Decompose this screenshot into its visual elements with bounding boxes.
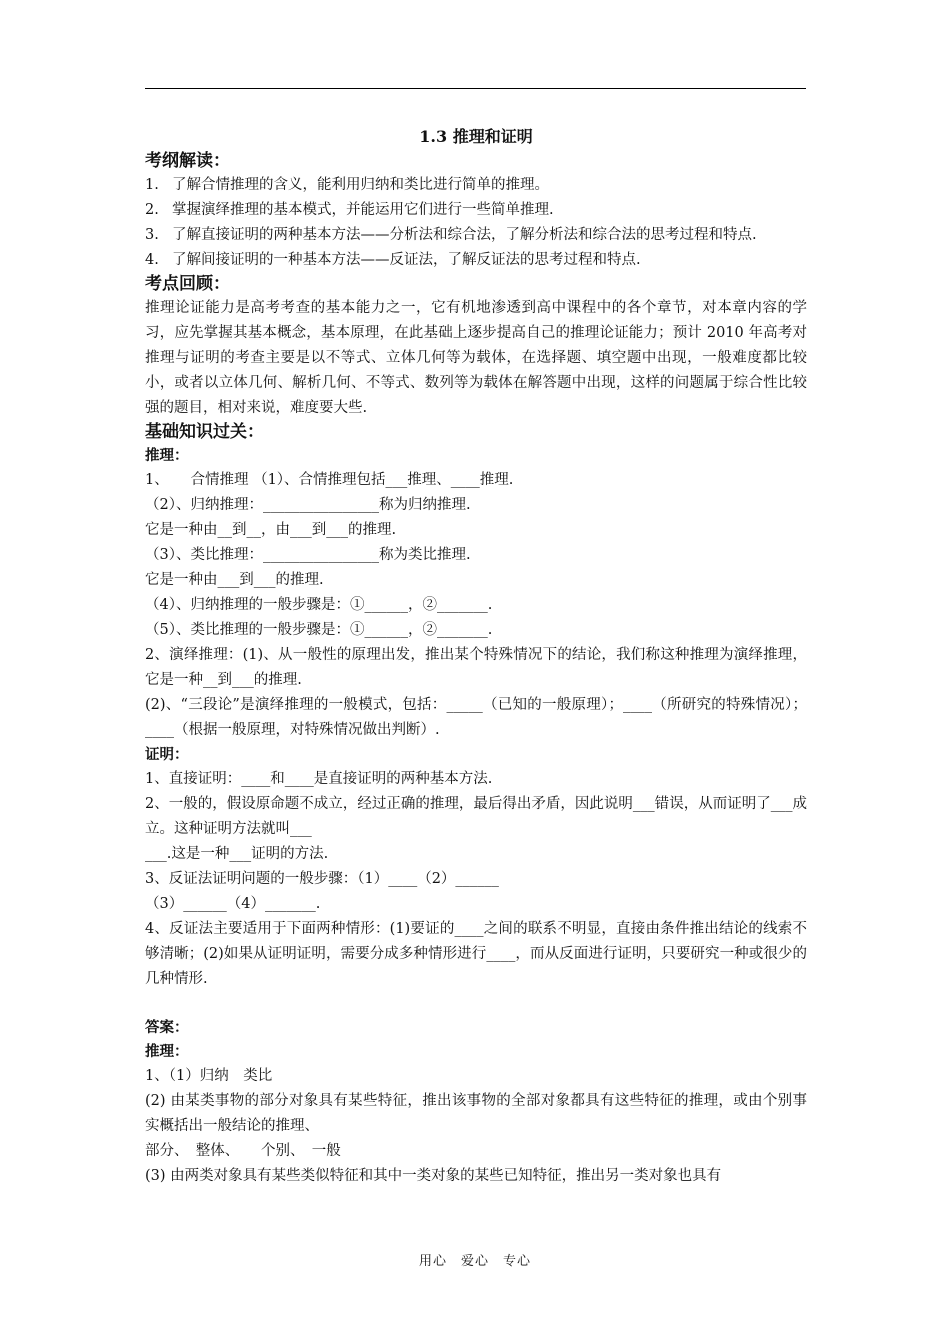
review-heading: 考点回顾： [145, 274, 230, 294]
outline-item: 4. 了解间接证明的一种基本方法——反证法，了解反证法的思考过程和特点. [145, 252, 641, 268]
basics-line: （3）、类比推理：________________称为类比推理. [145, 547, 471, 563]
basics-line: 2、演绎推理：(1)、从一般性的原理出发，推出某个特殊情况下的结论，我们称这种推理为演绎推理，它是一种__到___的推理. [145, 647, 807, 688]
answer-line: 1、（1）归纳 类比 [145, 1068, 273, 1084]
outline-item: 3. 了解直接证明的两种基本方法——分析法和综合法，了解分析法和综合法的思考过程和特点. [145, 227, 757, 243]
proof-subheading: 证明： [145, 747, 189, 763]
proof-line: 1、直接证明：____和____是直接证明的两种基本方法. [145, 771, 493, 787]
outline-item: 2. 掌握演绎推理的基本模式，并能运用它们进行一些简单推理. [145, 202, 554, 218]
answers-heading: 答案： [145, 1020, 189, 1036]
header-rule [145, 88, 806, 89]
reasoning-subheading: 推理： [145, 448, 189, 464]
answers-reasoning-subheading: 推理： [145, 1044, 189, 1060]
basics-line: （4）、归纳推理的一般步骤是：①______，②_______. [145, 597, 493, 613]
proof-line: 4、反证法主要适用于下面两种情形：(1)要证的____之间的联系不明显，直接由条件推出结论的线索不够清晰；(2)如果从证明证明，需要分成多种情形进行____，而从反面进行证明，只要研究一种或很少的几种情形. [145, 921, 807, 987]
answer-line: 部分、 整体、 个别、 一般 [145, 1143, 341, 1159]
answer-line: (2) 由某类事物的部分对象具有某些特征，推出该事物的全部对象都具有这些特征的推理，或由个别事实概括出一般结论的推理、 [145, 1093, 807, 1134]
basics-heading: 基础知识过关： [145, 422, 264, 442]
outline-item: 1. 了解合情推理的含义，能利用归纳和类比进行简单的推理。 [145, 177, 549, 193]
review-paragraph: 推理论证能力是高考考查的基本能力之一，它有机地渗透到高中课程中的各个章节，对本章内容的学习，应先掌握其基本概念，基本原理，在此基础上逐步提高自己的推理论证能力；预计 2010 年高考对推理与证明的考查主要是以不等式、立体几何等为载体，在选择题、填空题中出现，一般难度都比较小，或者以立体几何、解析几何、不等式、数列等为载体在解答题中出现，这样的问题属于综合性比较强的题目，相对来说，难度要大些. [145, 300, 807, 416]
outline-list [145, 173, 807, 273]
basics-line: （5）、类比推理的一般步骤是：①______，②_______. [145, 622, 493, 638]
basics-line: (2)、“三段论”是演绎推理的一般模式，包括：_____（已知的一般原理）；____（所研究的特殊情况）；____（根据一般原理，对特殊情况做出判断）. [145, 697, 807, 738]
page-footer: 用心 爱心 专心 [418, 1254, 531, 1269]
proof-line: ___.这是一种___证明的方法. [145, 846, 329, 862]
basics-line: 1、 合情推理 （1）、合情推理包括___推理、____推理. [145, 472, 514, 488]
answer-line: (3) 由两类对象具有某些类似特征和其中一类对象的某些已知特征，推出另一类对象也具有 [145, 1168, 722, 1184]
basics-line: 它是一种由__到__，由___到___的推理. [145, 522, 397, 538]
proof-line: 2、一般的，假设原命题不成立，经过正确的推理，最后得出矛盾，因此说明___错误，从而证明了___成立。这种证明方法就叫___ [145, 796, 807, 837]
proof-line: （3）______（4）_______. [145, 896, 321, 912]
outline-heading: 考纲解读： [145, 151, 230, 171]
basics-line: （2）、归纳推理：________________称为归纳推理. [145, 497, 471, 513]
proof-line: 3、反证法证明问题的一般步骤：（1）____（2）______ [145, 871, 499, 887]
page-title: 1.3 推理和证明 [419, 127, 533, 146]
document-body [145, 124, 807, 1189]
basics-line: 它是一种由___到___的推理. [145, 572, 324, 588]
